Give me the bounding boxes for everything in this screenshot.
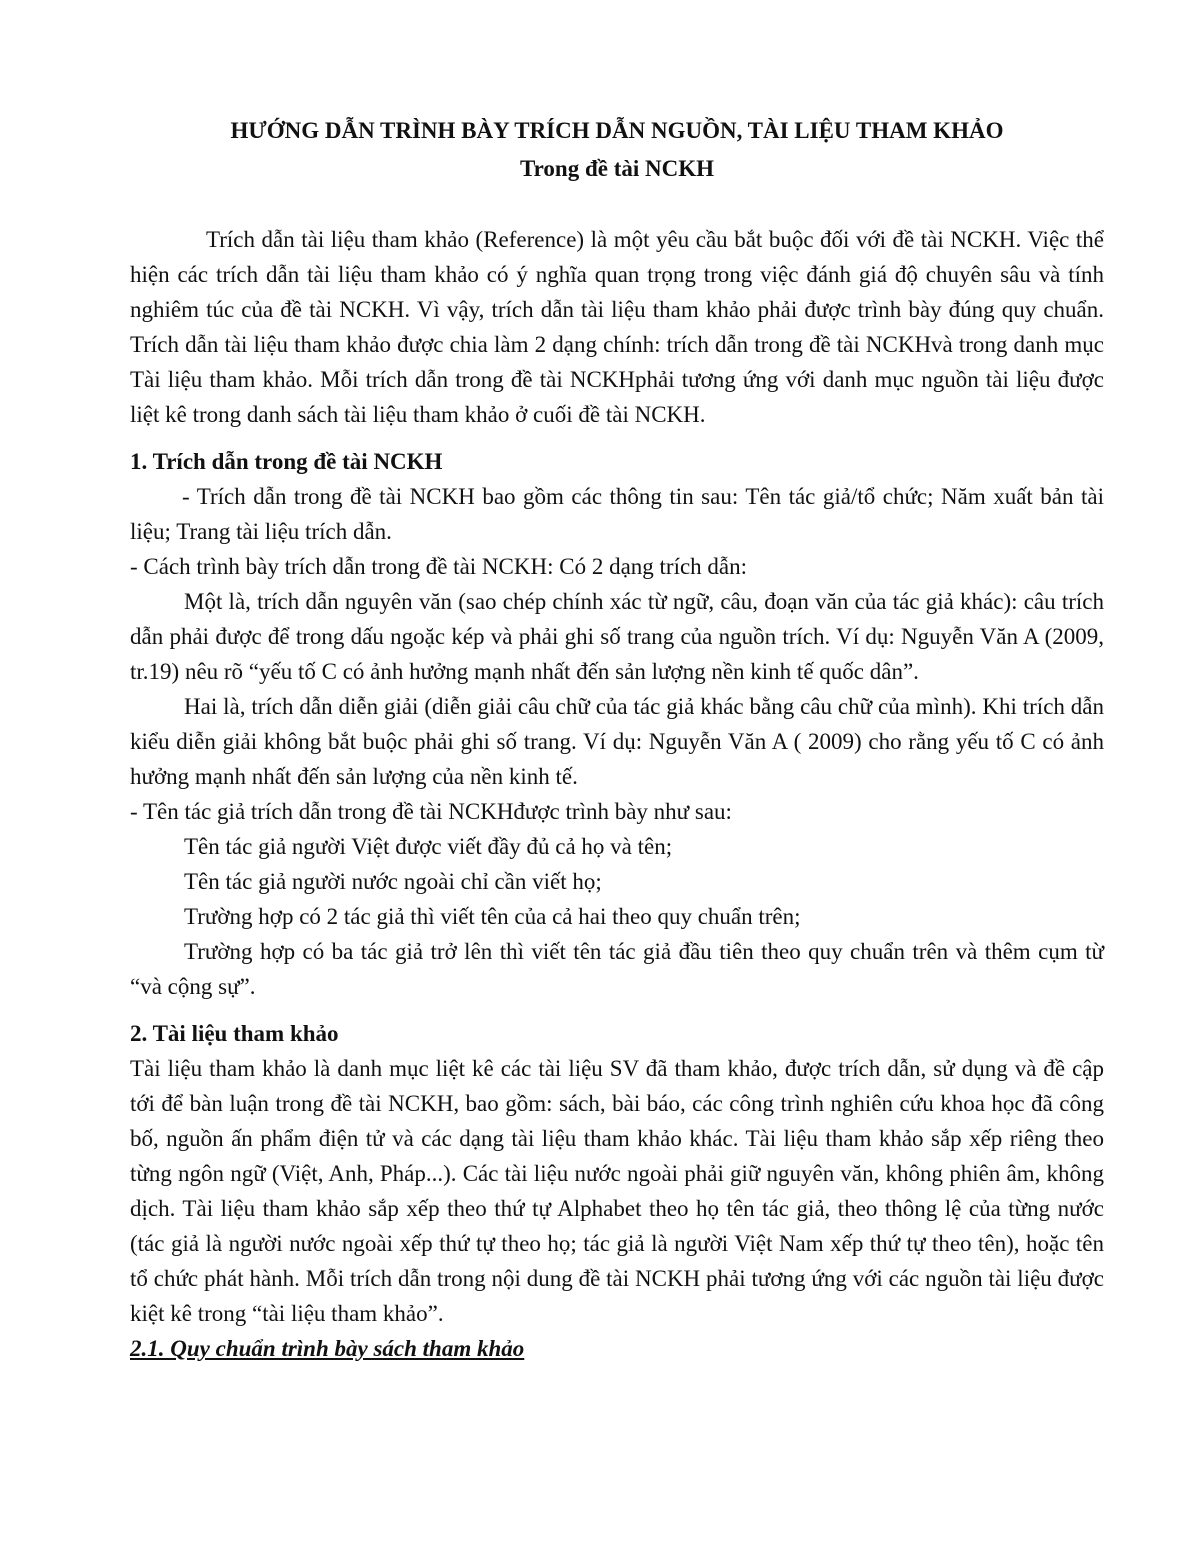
section-1-paragraph-4: Hai là, trích dẫn diễn giải (diễn giải câu chữ của tác giả khác bằng câu chữ của mình). Khi trích dẫn kiểu diễn giải không bắt buộc phải ghi số trang. Ví dụ: Nguyễn Văn A ( 2009) cho rằng yếu tố C có ảnh hưởng mạnh nhất đến sản lượng của nền kinh tế. bbox=[130, 694, 1104, 789]
author-rule-3: Trường hợp có 2 tác giả thì viết tên của cả hai theo quy chuẩn trên; bbox=[184, 904, 801, 929]
author-rule-2: Tên tác giả người nước ngoài chỉ cần viết họ; bbox=[184, 869, 602, 894]
document-subtitle: Trong đề tài NCKH bbox=[519, 156, 715, 181]
section-1-paragraph-2: - Cách trình bày trích dẫn trong đề tài NCKH: Có 2 dạng trích dẫn: bbox=[130, 554, 748, 579]
section-2-1-heading: 2.1. Quy chuẩn trình bày sách tham khảo bbox=[130, 1336, 525, 1361]
section-1-heading: 1. Trích dẫn trong đề tài NCKH bbox=[130, 449, 443, 474]
author-rule-4: Trường hợp có ba tác giả trở lên thì viết tên tác giả đầu tiên theo quy chuẩn trên và thêm cụm từ “và cộng sự”. bbox=[130, 939, 1104, 999]
section-2-heading: 2. Tài liệu tham khảo bbox=[130, 1021, 339, 1046]
section-1-paragraph-1: - Trích dẫn trong đề tài NCKH bao gồm các thông tin sau: Tên tác giả/tổ chức; Năm xuất bản tài liệu; Trang tài liệu trích dẫn. bbox=[130, 484, 1104, 544]
section-2-paragraph-1: Tài liệu tham khảo là danh mục liệt kê các tài liệu SV đã tham khảo, được trích dẫn, sử dụng và đề cập tới để bàn luận trong đề tài NCKH, bao gồm: sách, bài báo, các công trình nghiên cứu khoa học đã công bố, nguồn ấn phẩm điện tử và các dạng tài liệu tham khảo khác. Tài liệu tham khảo sắp xếp riêng theo từng ngôn ngữ (Việt, Anh, Pháp...). Các tài liệu nước ngoài phải giữ nguyên văn, không phiên âm, không dịch. Tài liệu tham khảo sắp xếp theo thứ tự Alphabet theo họ tên tác giả, theo thông lệ của từng nước (tác giả là người nước ngoài xếp thứ tự theo họ; tác giả là người Việt Nam xếp thứ tự theo tên), hoặc tên tổ chức phát hành. Mỗi trích dẫn trong nội dung đề tài NCKH phải tương ứng với các nguồn tài liệu được kiệt kê trong “tài liệu tham khảo”. bbox=[130, 1056, 1104, 1326]
section-1-paragraph-5: - Tên tác giả trích dẫn trong đề tài NCKHđược trình bày như sau: bbox=[130, 799, 732, 824]
intro-paragraph: Trích dẫn tài liệu tham khảo (Reference) là một yêu cầu bắt buộc đối với đề tài NCKH. Việc thể hiện các trích dẫn tài liệu tham khảo có ý nghĩa quan trọng trong việc đánh giá độ chuyên sâu và tính nghiêm túc của đề tài NCKH. Vì vậy, trích dẫn tài liệu tham khảo phải được trình bày đúng quy chuẩn. Trích dẫn tài liệu tham khảo được chia làm 2 dạng chính: trích dẫn trong đề tài NCKHvà trong danh mục Tài liệu tham khảo. Mỗi trích dẫn trong đề tài NCKHphải tương ứng với danh mục nguồn tài liệu được liệt kê trong danh sách tài liệu tham khảo ở cuối đề tài NCKH. bbox=[130, 227, 1104, 427]
title-block bbox=[130, 112, 1104, 188]
author-rule-1: Tên tác giả người Việt được viết đầy đủ cả họ và tên; bbox=[184, 834, 673, 859]
section-1-paragraph-3: Một là, trích dẫn nguyên văn (sao chép chính xác từ ngữ, câu, đoạn văn của tác giả khác): câu trích dẫn phải được để trong dấu ngoặc kép và phải ghi số trang của nguồn trích. Ví dụ: Nguyễn Văn A (2009, tr.19) nêu rõ “yếu tố C có ảnh hưởng mạnh nhất đến sản lượng nền kinh tế quốc dân”. bbox=[130, 589, 1104, 684]
document-title: HƯỚNG DẪN TRÌNH BÀY TRÍCH DẪN NGUỒN, TÀI LIỆU THAM KHẢO bbox=[230, 118, 1004, 143]
